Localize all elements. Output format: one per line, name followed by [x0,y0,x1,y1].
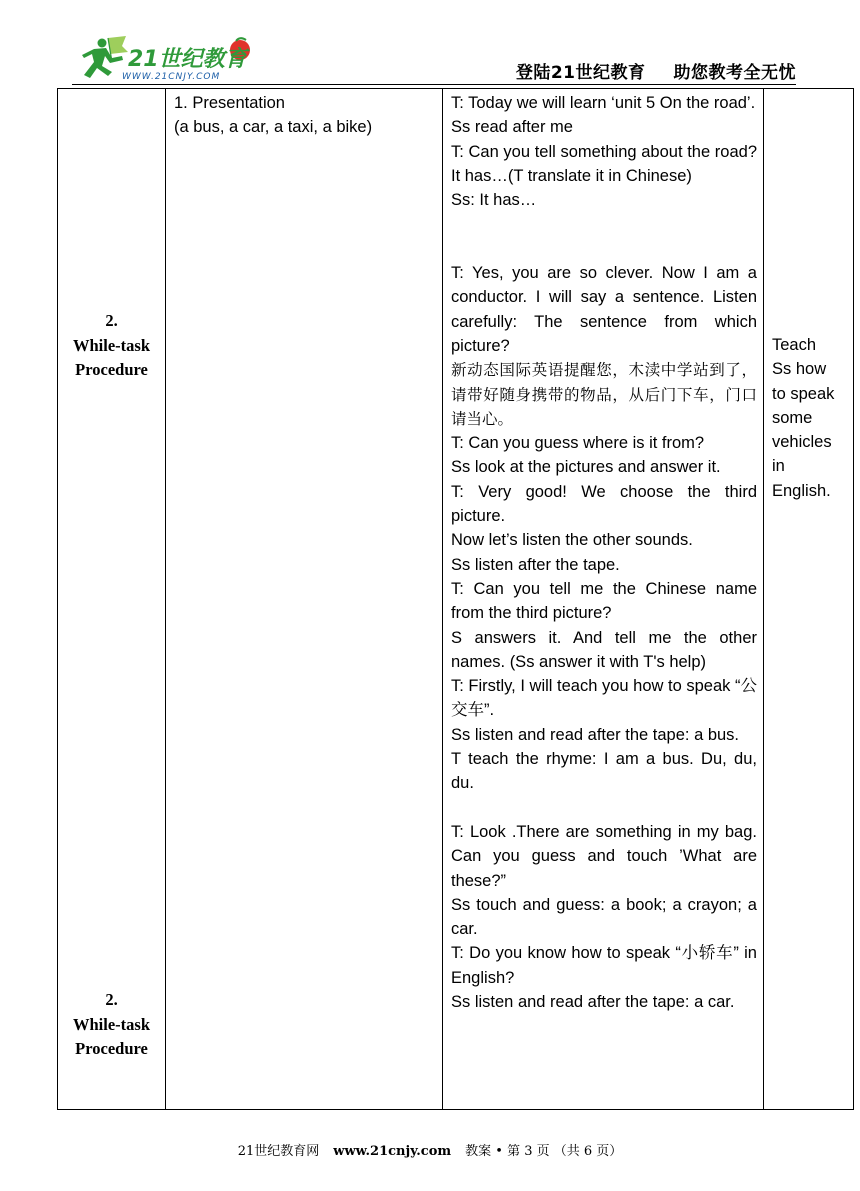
page-header [0,0,860,90]
dialog-line: T: Very good! We choose the third picture. [451,482,757,526]
logo-text: 21世纪教育 [128,47,247,72]
dialog-blank [451,212,757,236]
footer-url[interactable]: www.21cnjy.com [333,1144,452,1159]
dialog-line: S answers it. And tell me the other names. (Ss answer it with T's help) [451,628,757,671]
dialog-line: Ss touch and guess: a book; a crayon; a car. [451,895,757,939]
logo-21cnjy [72,36,272,82]
dialog-line: T: Do you know how to speak “小轿车” in English? [451,944,757,987]
dialog-blank [451,796,757,820]
purpose-line: Teach [772,336,817,354]
dialog-line: T teach the rhyme: I am a bus. Du, du, du. [451,750,757,793]
stage-label-1: 2. While-task Procedure [72,311,150,379]
dialog-line: T: Can you tell me the Chinese name from the third picture? [451,579,757,623]
dialog-blank [451,237,757,261]
content-line: 1. Presentation [174,94,285,112]
dialog-line: Now let’s listen the other sounds. [451,531,693,550]
purpose-line: in [772,457,785,476]
dialog-line: T: Look .There are something in my bag. Can you guess and touch ’What are these?” [451,822,757,890]
dialog-cell [443,89,764,1110]
header-slogan [516,58,796,83]
dialog-line: Ss: It has… [451,191,537,210]
footer-site: 21世纪教育网 [237,1144,320,1159]
dialog-line: Ss listen after the tape. [451,555,620,574]
dialog-line: Ss read after me [451,118,573,137]
purpose-cell [764,89,854,1110]
dialog-line-chinese: 新动态国际英语提醒您，木渎中学站到了，请带好随身携带的物品，从后门下车，门口请当心。 [451,361,757,428]
header-rule [72,84,796,85]
purpose-line: vehicles [772,433,832,452]
purpose-line: English. [772,481,831,500]
dialog-line: T: Can you guess where is it from? [451,434,705,453]
slogan-right: 助您教考全无忧 [673,63,796,83]
stage-label-2: 2. While-task Procedure [72,990,150,1058]
dialog-line: T: Can you tell something about the road? It has…(T translate it in Chinese) [451,142,757,185]
dialog-line: Ss look at the pictures and answer it. [451,458,721,477]
content-line: (a bus, a car, a taxi, a bike) [174,118,373,137]
dialog-line: T: Today we will learn ‘unit 5 On the road’. [451,94,756,112]
logo-url: WWW.21CNJY.COM [122,72,221,82]
footer-page-info: 教案 • 第 3 页 （共 6 页） [465,1144,623,1159]
dialog-line: Ss listen and read after the tape: a car. [451,992,735,1011]
dialog-line: T: Yes, you are so clever. Now I am a conductor. I will say a sentence. Listen carefully: The sentence from which picture? [451,264,757,355]
page-footer [0,1140,860,1159]
dialog-line: Ss listen and read after the tape: a bus. [451,725,740,744]
purpose-line: some [772,408,813,427]
purpose-line: Ss how [772,360,827,379]
dialog-line: T: Firstly, I will teach you how to speak “公交车”. [451,677,757,720]
lesson-plan-table [57,88,854,1110]
table-row [58,89,854,1110]
slogan-left: 登陆21世纪教育 [515,63,646,83]
content-cell [166,89,443,1110]
purpose-line: to speak [772,384,835,403]
stage-cell [58,89,166,1110]
